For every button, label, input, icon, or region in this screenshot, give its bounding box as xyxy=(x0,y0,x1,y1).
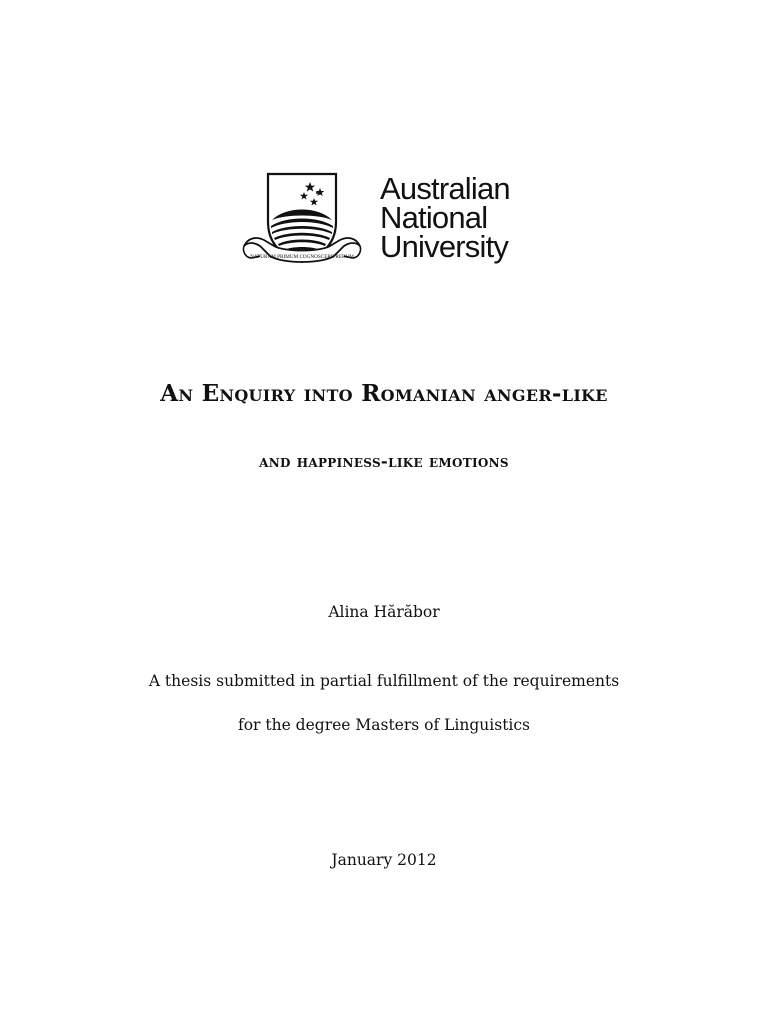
thesis-title-line-2: and happiness-like emotions xyxy=(259,452,509,471)
crest-icon xyxy=(238,170,366,270)
crest-motto: NATURAM PRIMUM COGNOSCERE RERUM xyxy=(250,254,354,260)
wordmark-line-3: University xyxy=(380,229,509,264)
university-logo xyxy=(238,170,538,270)
submission-date: January 2012 xyxy=(331,851,437,869)
wordmark-line-1: Australian xyxy=(380,171,510,206)
author-name: Alina Hărăbor xyxy=(328,603,440,621)
university-wordmark xyxy=(380,171,540,264)
thesis-statement-line-2: for the degree Masters of Linguistics xyxy=(237,716,531,734)
wordmark-line-2: National xyxy=(380,200,488,235)
thesis-statement-line-1: A thesis submitted in partial fulfillment of the requirements xyxy=(148,672,620,690)
thesis-title-line-1: An Enquiry into Romanian anger-like xyxy=(160,380,608,407)
